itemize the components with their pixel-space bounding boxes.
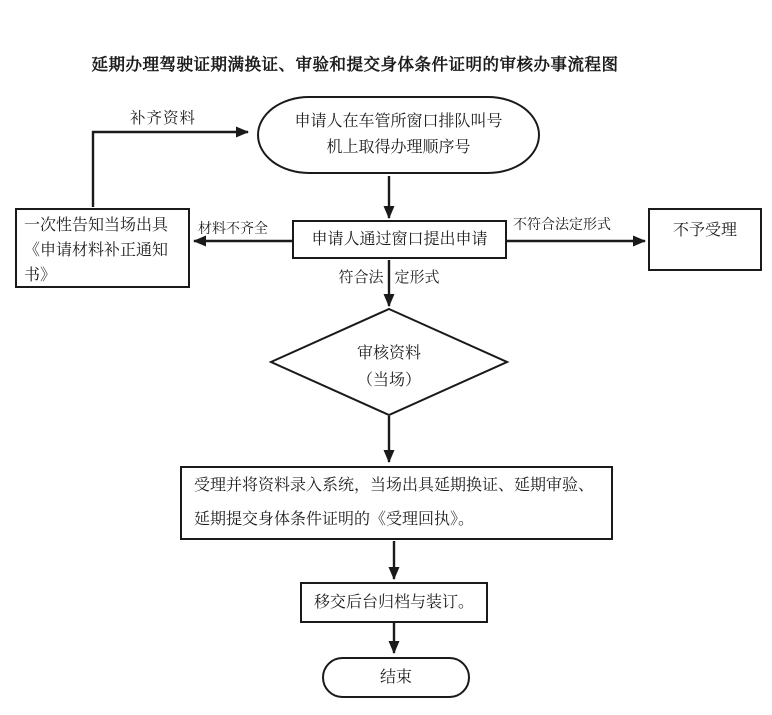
flow-node-review bbox=[309, 340, 469, 394]
flow-node-archive bbox=[300, 582, 488, 623]
edge-label-legal-part-1: 符合法 bbox=[338, 270, 384, 286]
start-line-1: 申请人在车管所窗口排队叫号 bbox=[294, 113, 503, 130]
notice-line-1: 一次性告知当场出具 bbox=[24, 217, 169, 234]
notice-line-2: 《申请材料补正通知 bbox=[24, 242, 169, 259]
accept-line-1: 受理并将资料录入系统，当场出具延期换证、延期审验、 bbox=[194, 477, 595, 494]
page-title: 延期办理驾驶证期满换证、审验和提交身体条件证明的审核办事流程图 bbox=[91, 55, 619, 74]
flow-node-notice bbox=[15, 208, 190, 288]
edge-label-incomplete: 材料不齐全 bbox=[198, 222, 268, 237]
edge-label-illegal: 不符合法定形式 bbox=[513, 218, 611, 233]
edge-label-legal bbox=[289, 266, 489, 287]
flow-node-start bbox=[257, 96, 540, 174]
accept-line-2: 延期提交身体条件证明的《受理回执》。 bbox=[194, 511, 475, 528]
archive-label: 移交后台归档与装订。 bbox=[313, 594, 474, 611]
arrow-notice-to-start bbox=[93, 132, 248, 207]
edge-label-legal-part-2: 定形式 bbox=[394, 270, 440, 286]
flow-node-reject bbox=[648, 208, 762, 271]
start-line-2: 机上取得办理顺序号 bbox=[326, 139, 471, 156]
flow-node-accept bbox=[180, 466, 613, 540]
apply-label: 申请人通过窗口提出申请 bbox=[311, 231, 488, 248]
end-label: 结束 bbox=[379, 669, 412, 686]
review-line-1: 审核资料 bbox=[356, 345, 421, 362]
notice-line-3: 书》 bbox=[24, 267, 57, 284]
review-line-2: （当场） bbox=[356, 372, 421, 389]
flow-node-apply bbox=[292, 220, 507, 259]
edge-label-replenish: 补齐资料 bbox=[129, 110, 196, 127]
reject-label: 不予受理 bbox=[672, 222, 737, 239]
flow-node-end bbox=[322, 657, 470, 698]
